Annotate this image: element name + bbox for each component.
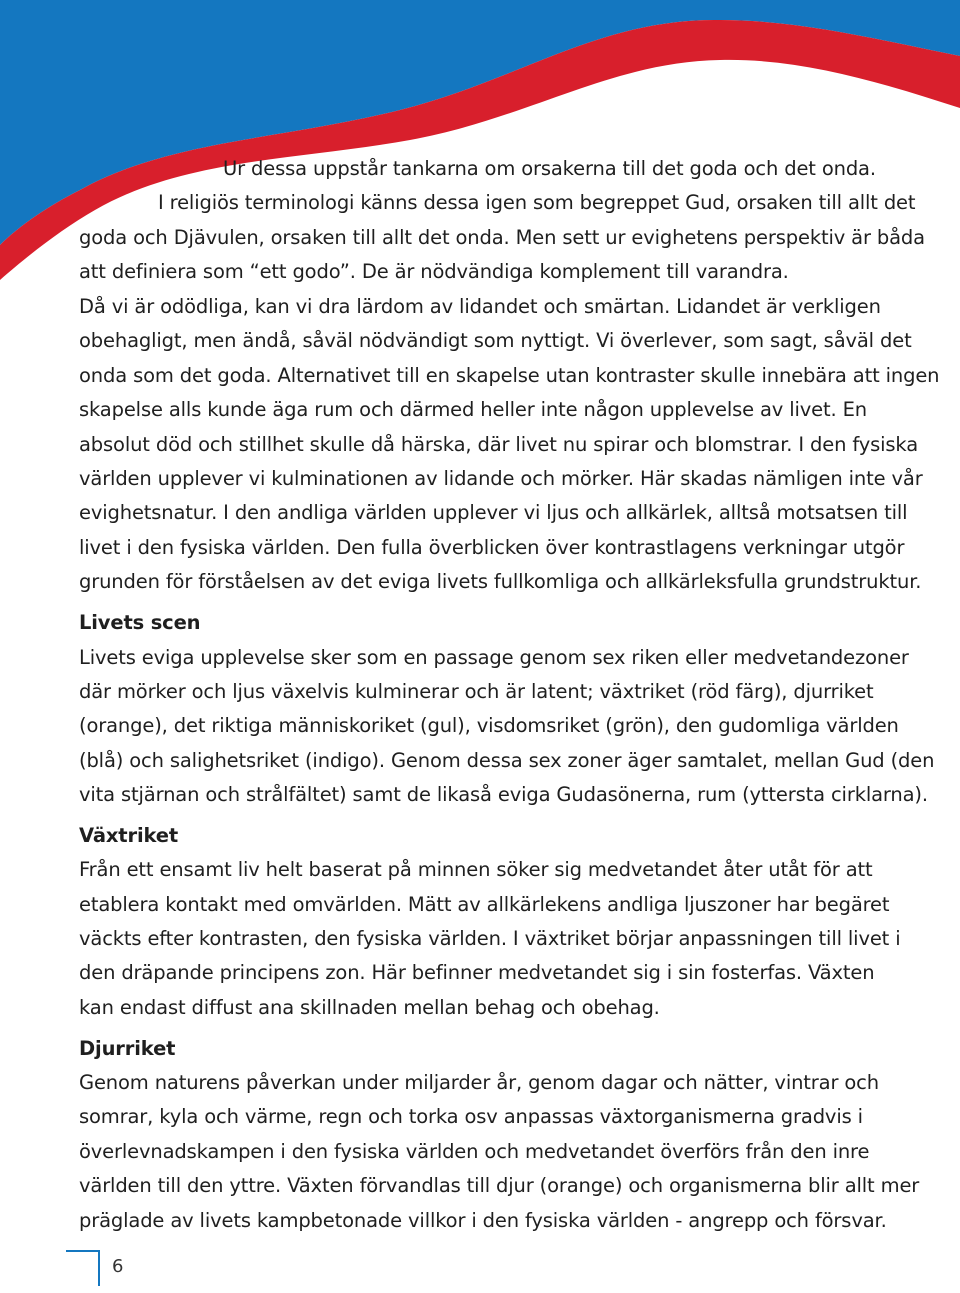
- text-line: väckts efter kontrasten, den fysiska världen. I växtriket börjar anpassningen till livet i: [79, 927, 901, 950]
- text-line: evighetsnatur. I den andliga världen upplever vi ljus och allkärlek, alltså motsatsen till: [79, 501, 908, 524]
- section-heading-vaxtriket: Växtriket: [79, 824, 179, 847]
- text-line: Då vi är odödliga, kan vi dra lärdom av lidandet och smärtan. Lidandet är verkligen: [79, 295, 881, 318]
- text-line: (blå) och salighetsriket (indigo). Genom dessa sex zoner äger samtalet, mellan Gud (den: [79, 749, 935, 772]
- text-line: att definiera som “ett godo”. De är nödvändiga komplement till varandra.: [79, 260, 789, 283]
- section-heading-djurriket: Djurriket: [79, 1037, 176, 1060]
- text-line: Från ett ensamt liv helt baserat på minnen söker sig medvetandet åter utåt för att: [79, 858, 873, 881]
- text-line: obehagligt, men ändå, såväl nödvändigt som nyttigt. Vi överlever, som sagt, såväl det: [79, 329, 912, 352]
- text-line: skapelse alls kunde äga rum och därmed heller inte någon upplevelse av livet. En: [79, 398, 867, 421]
- text-line: där mörker och ljus växelvis kulminerar och är latent; växtriket (röd färg), djurriket: [79, 680, 874, 703]
- text-line: den dräpande principens zon. Här befinner medvetandet sig i sin fosterfas. Växten: [79, 961, 875, 984]
- text-line: vita stjärnan och strålfältet) samt de likaså eviga Gudasönerna, rum (yttersta cirklarna).: [79, 783, 928, 806]
- text-line: kan endast diffust ana skillnaden mellan behag och obehag.: [79, 996, 660, 1019]
- text-line: Livets eviga upplevelse sker som en passage genom sex riken eller medvetandezoner: [79, 646, 909, 669]
- text-line: överlevnadskampen i den fysiska världen och medvetandet överförs från den inre: [79, 1140, 870, 1163]
- page-number: 6: [112, 1256, 124, 1277]
- text-line: goda och Djävulen, orsaken till allt det onda. Men sett ur evighetens perspektiv är båda: [79, 226, 925, 249]
- text-line: somrar, kyla och värme, regn och torka osv anpassas växtorganismerna gradvis i: [79, 1105, 863, 1128]
- text-line: världen upplever vi kulminationen av lidande och mörker. Här skadas nämligen inte vår: [79, 467, 923, 490]
- text-line: etablera kontakt med omvärlden. Mätt av allkärlekens andliga ljuszoner har begäret: [79, 893, 890, 916]
- text-line: Genom naturens påverkan under miljarder år, genom dagar och nätter, vintrar och: [79, 1071, 879, 1094]
- section-heading-livets-scen: Livets scen: [79, 611, 201, 634]
- text-line: I religiös terminologi känns dessa igen som begreppet Gud, orsaken till allt det: [158, 191, 916, 214]
- text-line: världen till den yttre. Växten förvandlas till djur (orange) och organismerna blir allt mer: [79, 1174, 920, 1197]
- text-line: Ur dessa uppstår tankarna om orsakerna till det goda och det onda.: [223, 157, 876, 180]
- text-line: absolut död och stillhet skulle då härska, där livet nu spirar och blomstrar. I den fysiska: [79, 433, 919, 456]
- header-wave-decoration: [0, 0, 960, 300]
- text-line: grunden för förståelsen av det eviga livets fullkomliga och allkärleksfulla grundstruktur.: [79, 570, 922, 593]
- text-line: präglade av livets kampbetonade villkor i den fysiska världen - angrepp och försvar.: [79, 1209, 887, 1232]
- page-corner-mark: [64, 1248, 104, 1288]
- text-line: livet i den fysiska världen. Den fulla överblicken över kontrastlagens verkningar utgör: [79, 536, 905, 559]
- text-line: (orange), det riktiga människoriket (gul), visdomsriket (grön), den gudomliga världen: [79, 714, 899, 737]
- text-line: onda som det goda. Alternativet till en skapelse utan kontraster skulle innebära att ingen: [79, 364, 940, 387]
